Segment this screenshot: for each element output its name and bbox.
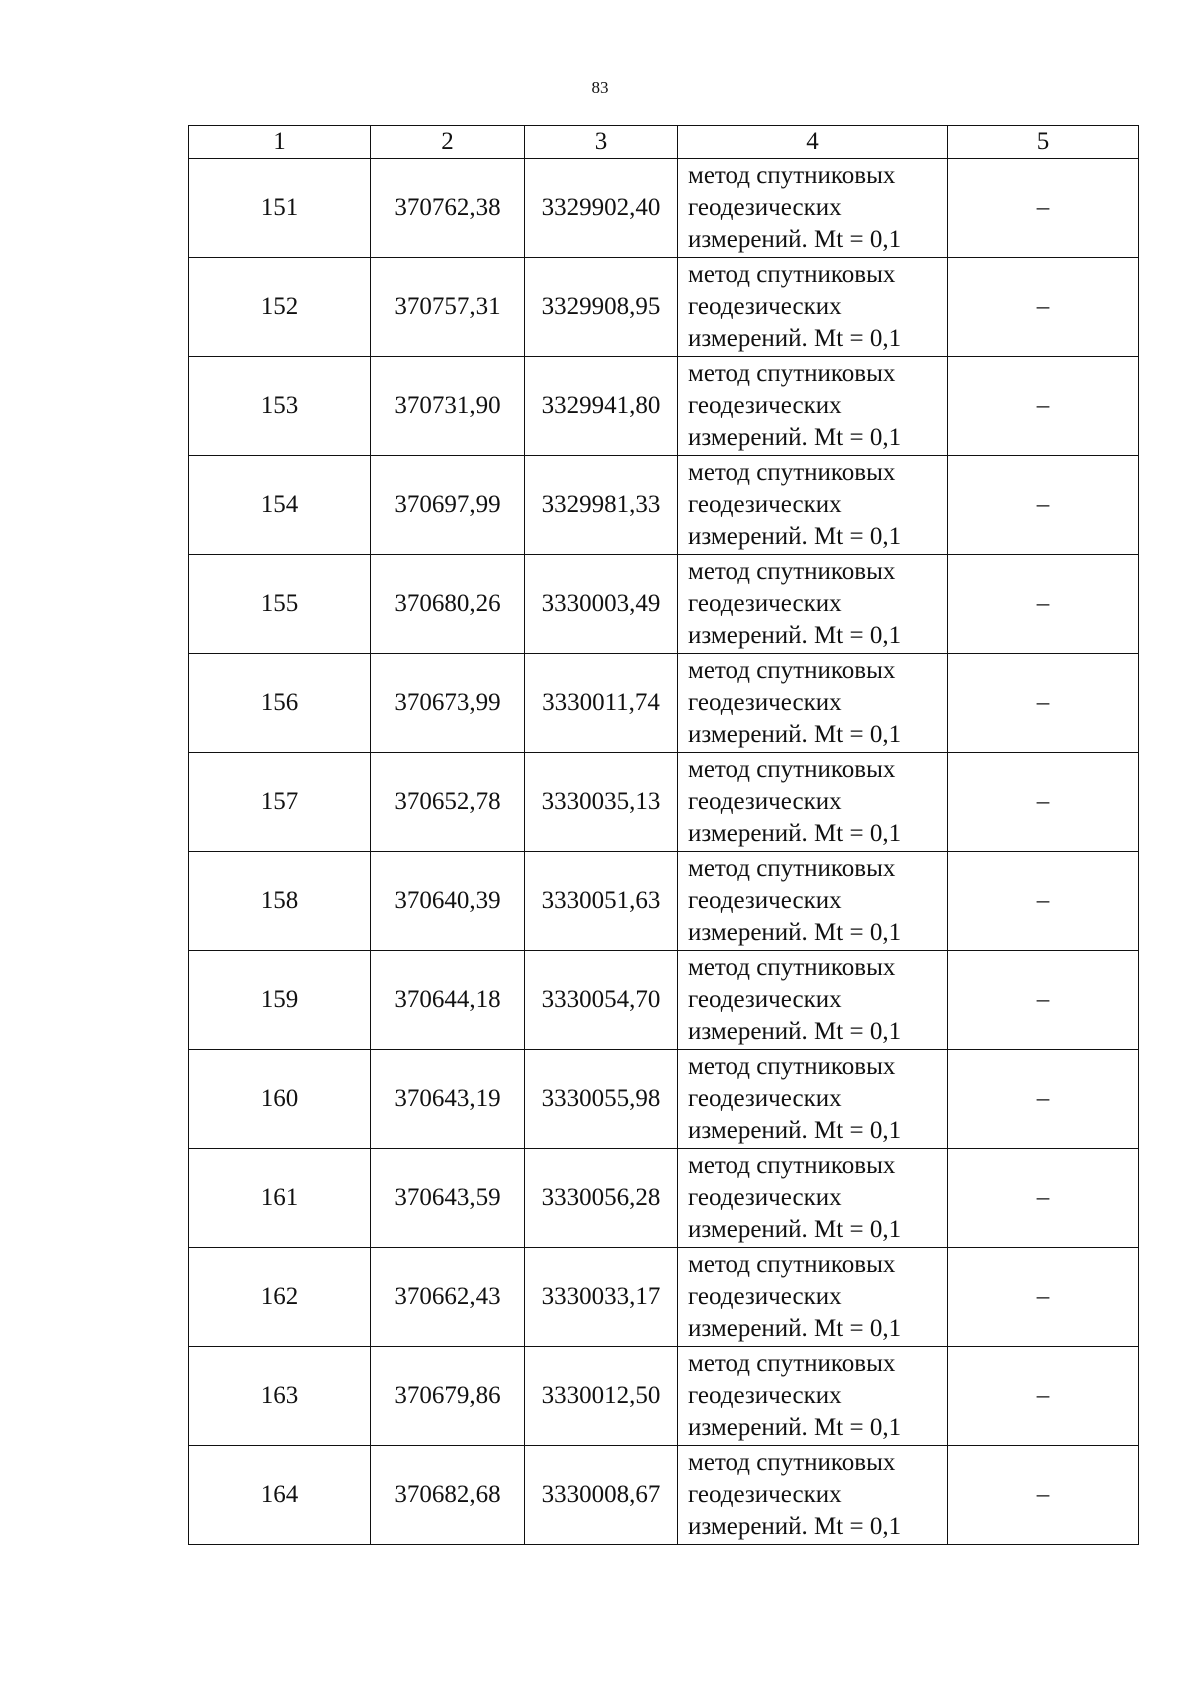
coordinate-y: 3330012,50 xyxy=(525,1347,678,1446)
point-number: 158 xyxy=(189,852,371,951)
coordinate-y: 3330035,13 xyxy=(525,753,678,852)
method-line: геодезических xyxy=(688,590,842,617)
description-value: – xyxy=(948,753,1139,852)
method-description xyxy=(678,654,948,753)
coordinate-y: 3329908,95 xyxy=(525,258,678,357)
description-value: – xyxy=(948,258,1139,357)
description-value: – xyxy=(948,654,1139,753)
column-header-1: 1 xyxy=(189,126,371,159)
description-value: – xyxy=(948,456,1139,555)
coordinate-x: 370679,86 xyxy=(371,1347,525,1446)
column-header-4: 4 xyxy=(678,126,948,159)
method-description xyxy=(678,357,948,456)
coordinate-y: 3330003,49 xyxy=(525,555,678,654)
point-number: 156 xyxy=(189,654,371,753)
table-row xyxy=(189,753,1139,852)
method-line: метод спутниковых xyxy=(688,261,896,288)
coordinate-x: 370757,31 xyxy=(371,258,525,357)
method-line: геодезических xyxy=(688,392,842,419)
method-description xyxy=(678,753,948,852)
coordinate-y: 3330051,63 xyxy=(525,852,678,951)
point-number: 160 xyxy=(189,1050,371,1149)
description-value: – xyxy=(948,1248,1139,1347)
page-number: 83 xyxy=(591,78,609,97)
coordinate-y: 3330033,17 xyxy=(525,1248,678,1347)
coordinates-table xyxy=(188,125,1139,1545)
table-row xyxy=(189,1149,1139,1248)
point-number: 155 xyxy=(189,555,371,654)
method-line: метод спутниковых xyxy=(688,954,896,981)
method-line: геодезических xyxy=(688,1283,842,1310)
coordinate-y: 3329941,80 xyxy=(525,357,678,456)
description-value: – xyxy=(948,1347,1139,1446)
method-line: геодезических xyxy=(688,194,842,221)
table-body xyxy=(189,159,1139,1545)
description-value: – xyxy=(948,159,1139,258)
method-line: геодезических xyxy=(688,887,842,914)
method-line: геодезических xyxy=(688,689,842,716)
table-row xyxy=(189,852,1139,951)
coordinate-x: 370662,43 xyxy=(371,1248,525,1347)
method-line: измерений. Mt = 0,1 xyxy=(688,1513,902,1540)
point-number: 152 xyxy=(189,258,371,357)
table-row xyxy=(189,1050,1139,1149)
method-line: геодезических xyxy=(688,1085,842,1112)
coordinate-y: 3330056,28 xyxy=(525,1149,678,1248)
coordinate-x: 370643,59 xyxy=(371,1149,525,1248)
coordinate-y: 3329902,40 xyxy=(525,159,678,258)
table-row xyxy=(189,1248,1139,1347)
point-number: 164 xyxy=(189,1446,371,1545)
method-line: геодезических xyxy=(688,986,842,1013)
method-line: геодезических xyxy=(688,788,842,815)
point-number: 159 xyxy=(189,951,371,1050)
method-line: метод спутниковых xyxy=(688,657,896,684)
coordinate-x: 370643,19 xyxy=(371,1050,525,1149)
coordinate-x: 370640,39 xyxy=(371,852,525,951)
method-line: измерений. Mt = 0,1 xyxy=(688,721,902,748)
coordinate-y: 3330011,74 xyxy=(525,654,678,753)
description-value: – xyxy=(948,1446,1139,1545)
description-value: – xyxy=(948,951,1139,1050)
method-line: метод спутниковых xyxy=(688,1350,896,1377)
method-line: метод спутниковых xyxy=(688,459,896,486)
column-header-2: 2 xyxy=(371,126,525,159)
description-value: – xyxy=(948,1050,1139,1149)
description-value: – xyxy=(948,357,1139,456)
method-line: геодезических xyxy=(688,293,842,320)
method-line: измерений. Mt = 0,1 xyxy=(688,1018,902,1045)
method-description xyxy=(678,1050,948,1149)
coordinate-x: 370731,90 xyxy=(371,357,525,456)
coordinate-y: 3329981,33 xyxy=(525,456,678,555)
method-line: метод спутниковых xyxy=(688,162,896,189)
method-description xyxy=(678,951,948,1050)
table-row xyxy=(189,654,1139,753)
method-description xyxy=(678,1347,948,1446)
method-description xyxy=(678,1248,948,1347)
method-description xyxy=(678,1446,948,1545)
table-row xyxy=(189,555,1139,654)
method-line: измерений. Mt = 0,1 xyxy=(688,523,902,550)
method-line: измерений. Mt = 0,1 xyxy=(688,622,902,649)
method-line: геодезических xyxy=(688,1382,842,1409)
coordinate-y: 3330008,67 xyxy=(525,1446,678,1545)
coordinate-x: 370673,99 xyxy=(371,654,525,753)
point-number: 163 xyxy=(189,1347,371,1446)
method-description xyxy=(678,159,948,258)
method-line: измерений. Mt = 0,1 xyxy=(688,424,902,451)
method-line: измерений. Mt = 0,1 xyxy=(688,1315,902,1342)
coordinate-y: 3330054,70 xyxy=(525,951,678,1050)
method-description xyxy=(678,555,948,654)
table-row xyxy=(189,1446,1139,1545)
method-line: геодезических xyxy=(688,491,842,518)
coordinate-x: 370680,26 xyxy=(371,555,525,654)
table-row xyxy=(189,1347,1139,1446)
method-description xyxy=(678,852,948,951)
point-number: 154 xyxy=(189,456,371,555)
table-row xyxy=(189,159,1139,258)
method-line: метод спутниковых xyxy=(688,1152,896,1179)
point-number: 153 xyxy=(189,357,371,456)
coordinate-x: 370652,78 xyxy=(371,753,525,852)
method-description xyxy=(678,258,948,357)
description-value: – xyxy=(948,1149,1139,1248)
method-line: измерений. Mt = 0,1 xyxy=(688,820,902,847)
header-row xyxy=(189,126,1139,159)
method-line: метод спутниковых xyxy=(688,855,896,882)
method-line: метод спутниковых xyxy=(688,558,896,585)
table-row xyxy=(189,456,1139,555)
method-description xyxy=(678,456,948,555)
method-line: измерений. Mt = 0,1 xyxy=(688,1216,902,1243)
method-line: измерений. Mt = 0,1 xyxy=(688,1117,902,1144)
table-row xyxy=(189,258,1139,357)
coordinate-x: 370682,68 xyxy=(371,1446,525,1545)
table-row xyxy=(189,951,1139,1050)
coordinate-x: 370644,18 xyxy=(371,951,525,1050)
method-line: метод спутниковых xyxy=(688,756,896,783)
description-value: – xyxy=(948,555,1139,654)
coordinate-x: 370697,99 xyxy=(371,456,525,555)
coordinate-y: 3330055,98 xyxy=(525,1050,678,1149)
column-header-5: 5 xyxy=(948,126,1139,159)
method-line: метод спутниковых xyxy=(688,1449,896,1476)
method-line: геодезических xyxy=(688,1184,842,1211)
point-number: 161 xyxy=(189,1149,371,1248)
method-line: измерений. Mt = 0,1 xyxy=(688,226,902,253)
method-line: измерений. Mt = 0,1 xyxy=(688,325,902,352)
method-line: измерений. Mt = 0,1 xyxy=(688,919,902,946)
method-line: метод спутниковых xyxy=(688,360,896,387)
point-number: 162 xyxy=(189,1248,371,1347)
method-line: метод спутниковых xyxy=(688,1251,896,1278)
method-line: метод спутниковых xyxy=(688,1053,896,1080)
point-number: 151 xyxy=(189,159,371,258)
table-row xyxy=(189,357,1139,456)
point-number: 157 xyxy=(189,753,371,852)
description-value: – xyxy=(948,852,1139,951)
method-line: измерений. Mt = 0,1 xyxy=(688,1414,902,1441)
coordinate-x: 370762,38 xyxy=(371,159,525,258)
method-description xyxy=(678,1149,948,1248)
method-line: геодезических xyxy=(688,1481,842,1508)
column-header-3: 3 xyxy=(525,126,678,159)
